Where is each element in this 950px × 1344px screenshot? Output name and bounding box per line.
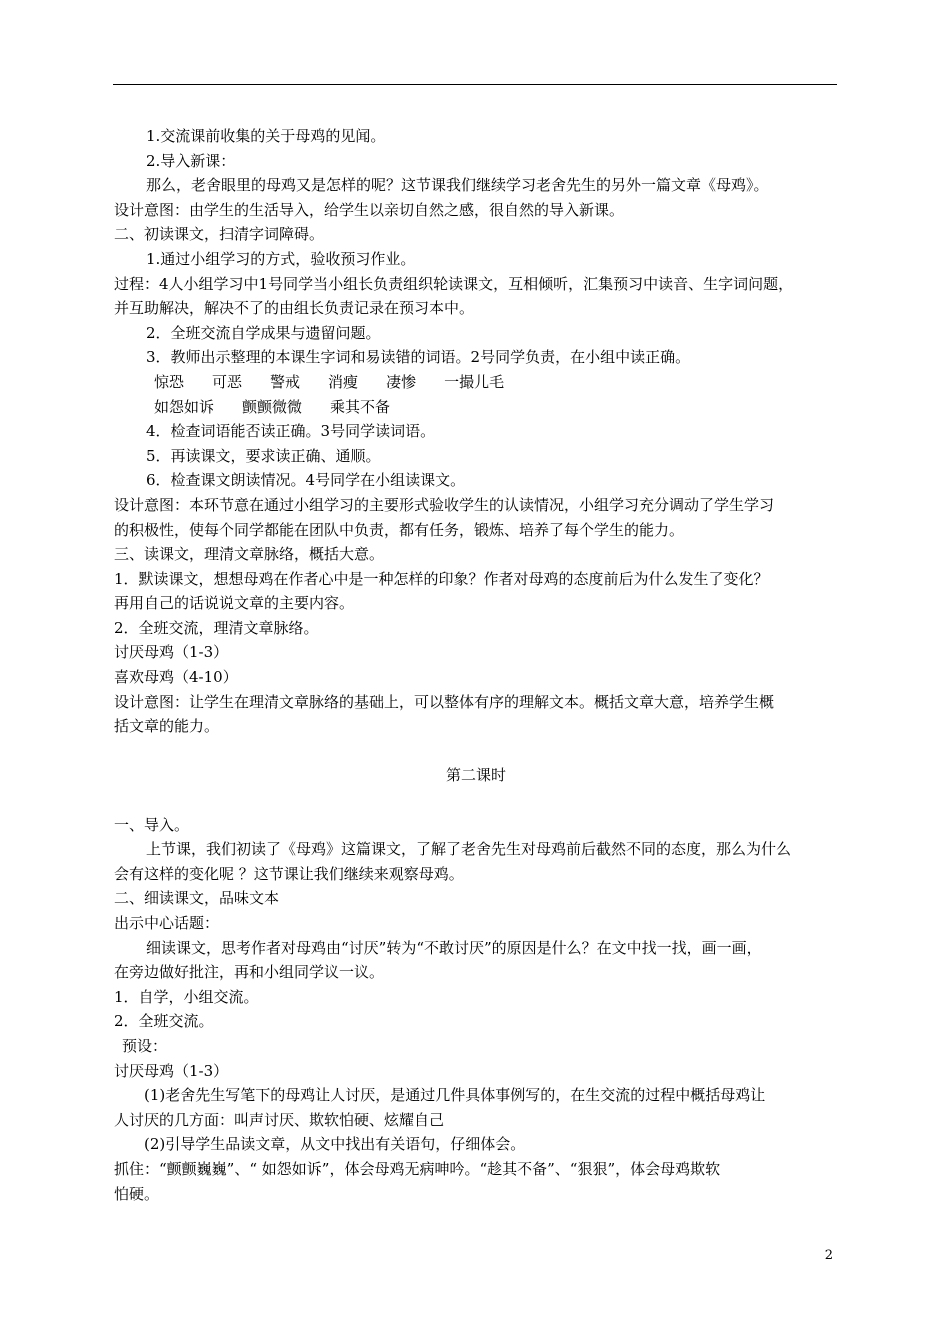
- paragraph: 2．全班交流自学成果与遗留问题。: [146, 323, 381, 342]
- paragraph: 设计意图：由学生的生活导入，给学生以亲切自然之感，很自然的导入新课。: [114, 200, 625, 219]
- paragraph: 2.导入新课：: [146, 151, 236, 170]
- vocab-word: 消瘦: [328, 372, 359, 391]
- paragraph: 再用自己的话说说文章的主要内容。: [114, 594, 355, 613]
- vocab-word: 乘其不备: [330, 397, 391, 416]
- paragraph: 怕硬。: [114, 1184, 160, 1203]
- paragraph: 人讨厌的几方面：叫声讨厌、欺软怕硬、炫耀自己: [114, 1110, 445, 1129]
- paragraph: 1．自学，小组交流。: [114, 987, 259, 1006]
- paragraph: 6．检查课文朗读情况。4号同学在小组读课文。: [146, 471, 466, 490]
- paragraph: 设计意图：本环节意在通过小组学习的主要形式验收学生的认读情况，小组学习充分调动了学生学习: [114, 495, 775, 514]
- vocab-word: 颤颤微微: [242, 397, 303, 416]
- paragraph: 括文章的能力。: [114, 717, 220, 736]
- section-heading: 二、细读课文，品味文本: [114, 889, 280, 908]
- header-rule: [113, 84, 837, 85]
- paragraph: 会有这样的变化呢 ？这节课让我们继续来观察母鸡。: [114, 864, 464, 883]
- paragraph: 1.交流课前收集的关于母鸡的见闻。: [146, 127, 386, 145]
- vocab-word: 惊恐: [154, 372, 185, 391]
- paragraph: 抓住：“颤颤巍巍”、“ 如怨如诉”，体会母鸡无病呻吟。“趁其不备”、“狠狠”，体会母鸡欺软: [114, 1159, 721, 1178]
- paragraph: 讨厌母鸡（1-3）: [114, 643, 229, 662]
- paragraph: 预设：: [122, 1036, 168, 1055]
- vocab-word: 凄惨: [386, 372, 417, 391]
- vocab-row-2: [114, 395, 838, 420]
- section-heading: 一、导入。: [114, 815, 190, 834]
- paragraph: 设计意图：让学生在理清文章脉络的基础上，可以整体有序的理解文本。概括文章大意，培养学生概: [114, 692, 775, 711]
- vocab-row-1: [114, 370, 838, 395]
- paragraph: 在旁边做好批注，再和小组同学议一议。: [114, 963, 385, 982]
- paragraph: 那么，老舍眼里的母鸡又是怎样的呢？这节课我们继续学习老舍先生的另外一篇文章《母鸡》。: [146, 176, 769, 195]
- paragraph: 喜欢母鸡（4-10）: [114, 668, 238, 687]
- section-heading: 三、读课文，理清文章脉络，概括大意。: [114, 545, 385, 564]
- paragraph: 2．全班交流，理清文章脉络。: [114, 618, 319, 637]
- paragraph: 过程：4人小组学习中1号同学当小组长负责组织轮读课文，互相倾听，汇集预习中读音、生字词问题，: [114, 274, 794, 293]
- page-number: 2: [824, 1248, 833, 1263]
- lesson-title: 第二课时: [445, 766, 506, 785]
- paragraph: 上节课，我们初读了《母鸡》这篇课文，了解了老舍先生对母鸡前后截然不同的态度，那么为什么: [146, 840, 792, 859]
- vocab-word: 一撮儿毛: [444, 372, 505, 391]
- paragraph: 5．再读课文，要求读正确、通顺。: [146, 446, 381, 465]
- paragraph: 的积极性，使每个同学都能在团队中负责，都有任务，锻炼、培养了每个学生的能力。: [114, 520, 685, 539]
- vocab-word: 如怨如诉: [154, 397, 215, 416]
- paragraph: 2．全班交流。: [114, 1012, 214, 1031]
- vocab-word: 可恶: [212, 372, 243, 391]
- paragraph: (2)引导学生品读文章，从文中找出有关语句，仔细体会。: [144, 1135, 526, 1154]
- section-heading: 二、初读课文，扫清字词障碍。: [114, 225, 325, 244]
- paragraph: 讨厌母鸡（1-3）: [114, 1061, 229, 1080]
- paragraph: (1)老舍先生写笔下的母鸡让人讨厌，是通过几件具体事例写的，在生交流的过程中概括母鸡让: [144, 1086, 766, 1105]
- paragraph: 细读课文，思考作者对母鸡由“讨厌”转为“不敢讨厌”的原因是什么？在文中找一找，画一画，: [146, 938, 762, 957]
- paragraph: 并互助解决，解决不了的由组长负责记录在预习本中。: [114, 299, 475, 318]
- paragraph: 3．教师出示整理的本课生字词和易读错的词语。2号同学负责，在小组中读正确。: [146, 348, 691, 367]
- vocab-word: 警戒: [270, 372, 301, 391]
- paragraph: 4．检查词语能否读正确。3号同学读词语。: [146, 422, 436, 441]
- paragraph: 1．默读课文，想想母鸡在作者心中是一种怎样的印象？作者对母鸡的态度前后为什么发生了变化？: [114, 569, 769, 588]
- paragraph: 1.通过小组学习的方式，验收预习作业。: [146, 249, 416, 268]
- paragraph: 出示中心话题：: [114, 914, 220, 932]
- document-body: [114, 124, 838, 1206]
